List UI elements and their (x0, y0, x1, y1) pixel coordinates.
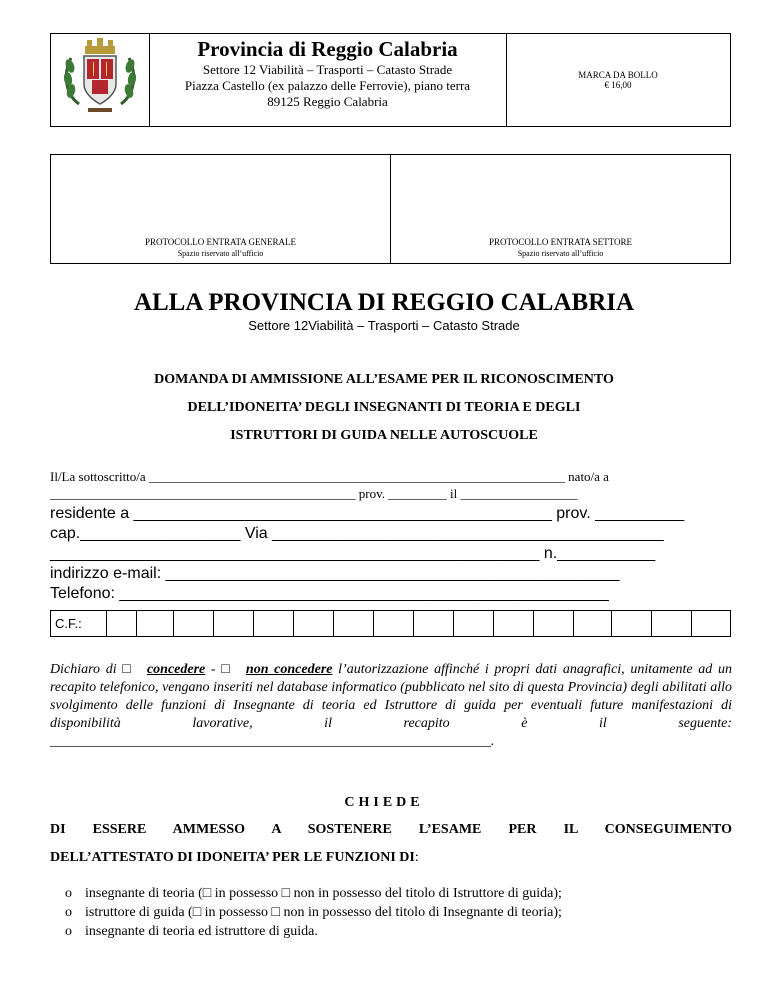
tax-code-cell[interactable] (136, 611, 137, 636)
protocol-general-note: Spazio riservato all’ufficio (177, 249, 264, 258)
street-number-field[interactable]: _______________________________________________________ n.___________ (50, 545, 656, 562)
consent-grant-option[interactable]: concedere (146, 662, 206, 677)
protocol-sector-box (391, 155, 730, 263)
application-heading-line2: DELL’IDONEITA’ DEGLI INSEGNANTI DI TEORIA E DEGLI (187, 400, 581, 415)
residence-field[interactable]: residente a _______________________________________________ prov. __________ (50, 505, 685, 522)
application-heading-line3: ISTRUTTORI DI GUIDA NELLE AUTOSCUOLE (230, 428, 538, 443)
consent-deny-option[interactable]: non concedere (245, 662, 333, 677)
consent-deny-checkbox[interactable]: □ (221, 662, 232, 677)
bullet-icon: o (65, 886, 72, 901)
header-address (149, 34, 507, 126)
application-heading (0, 366, 768, 450)
tax-code-cell[interactable] (493, 611, 494, 636)
option-text: istruttore di guida (□ in possesso □ non in possesso del titolo di Insegnante di teoria); (85, 905, 562, 920)
protocol-sector-label: PROTOCOLLO ENTRATA SETTORE (489, 237, 632, 247)
request-heading: CHIEDE (344, 795, 424, 810)
addressee-title: ALLA PROVINCIA DI REGGIO CALABRIA (133, 289, 635, 316)
province-logo (51, 34, 150, 126)
tax-code-cell[interactable] (106, 611, 107, 636)
tax-code-cell[interactable] (253, 611, 254, 636)
application-heading-line1: DOMANDA DI AMMISSIONE ALL’ESAME PER IL RICONOSCIMENTO (154, 372, 614, 387)
request-line2 (50, 850, 419, 866)
consent-text: l’autorizzazione affinché i propri dati anagrafici, unitamente ad un recapito telefonico, vengano inseriti nel database informatico (pubblicato nel sito di questa Provincia) degli abilitati allo svolgimento delle funzioni di Insegnante di teoria ed Istruttore di guida per eventuali future manifestazioni di disponibilità lavorative, il recapito è il seguente: _______________________________________________________________. (50, 662, 732, 749)
header-line2: Piazza Castello (ex palazzo delle Ferrovie), piano terra (184, 78, 471, 93)
birth-field[interactable]: _______________________________________________ prov. _________ il __________________ (50, 486, 578, 501)
tax-code-cell[interactable] (213, 611, 214, 636)
header-title: Provincia di Reggio Calabria (197, 37, 458, 61)
option-text: insegnante di teoria (□ in possesso □ non in possesso del titolo di Istruttore di guida); (85, 886, 562, 901)
stamp-label: MARCA DA BOLLO (578, 70, 658, 80)
option-item[interactable] (65, 923, 318, 941)
tax-code-cell[interactable] (533, 611, 534, 636)
protocol-boxes (50, 154, 731, 264)
tax-code-cell[interactable] (573, 611, 574, 636)
consent-paragraph (50, 661, 732, 751)
phone-field[interactable]: Telefono: _______________________________________________________ (50, 585, 609, 602)
stamp-box (506, 34, 730, 126)
request-line1: DI ESSERE AMMESSO A SOSTENERE L’ESAME PER IL CONSEGUIMENTO (50, 822, 732, 837)
stamp-amount: € 16,00 (604, 80, 632, 90)
coat-of-arms-icon (51, 34, 149, 126)
request-line2-text: DELL’ATTESTATO DI IDONEITA’ PER LE FUNZIONI DI (50, 850, 415, 865)
request-line2-colon: : (414, 850, 419, 865)
protocol-sector-note: Spazio riservato all’ufficio (517, 249, 604, 258)
header-line3: 89125 Reggio Calabria (267, 94, 388, 109)
protocol-general-box (51, 155, 391, 263)
tax-code-cell[interactable] (373, 611, 374, 636)
bullet-icon: o (65, 924, 72, 939)
tax-code-grid[interactable] (50, 610, 731, 637)
tax-code-cell[interactable] (611, 611, 612, 636)
tax-code-label: C.F.: (55, 616, 82, 631)
tax-code-cell[interactable] (691, 611, 692, 636)
tax-code-cell[interactable] (651, 611, 652, 636)
option-item[interactable] (65, 885, 562, 903)
name-field[interactable]: Il/La sottoscritto/a ________________________________________________________________ nato/a a (50, 469, 609, 484)
consent-checkbox[interactable]: □ (122, 662, 133, 677)
email-field[interactable]: indirizzo e-mail: ___________________________________________________ (50, 565, 620, 582)
option-text: insegnante di teoria ed istruttore di guida. (85, 924, 318, 939)
tax-code-cell[interactable] (333, 611, 334, 636)
addressee-subtitle: Settore 12Viabilità – Trasporti – Catasto Strade (248, 318, 520, 333)
tax-code-cell[interactable] (293, 611, 294, 636)
tax-code-cell[interactable] (413, 611, 414, 636)
consent-separator: - (205, 662, 222, 677)
address-field[interactable]: cap.__________________ Via ____________________________________________ (50, 525, 664, 542)
bullet-icon: o (65, 905, 72, 920)
option-item[interactable] (65, 904, 562, 922)
header-line1: Settore 12 Viabilità – Trasporti – Catasto Strade (202, 62, 453, 77)
protocol-general-label: PROTOCOLLO ENTRATA GENERALE (144, 237, 297, 247)
consent-prefix: Dichiaro di (50, 662, 123, 677)
tax-code-cell[interactable] (453, 611, 454, 636)
header-table (50, 33, 731, 127)
tax-code-cell[interactable] (173, 611, 174, 636)
